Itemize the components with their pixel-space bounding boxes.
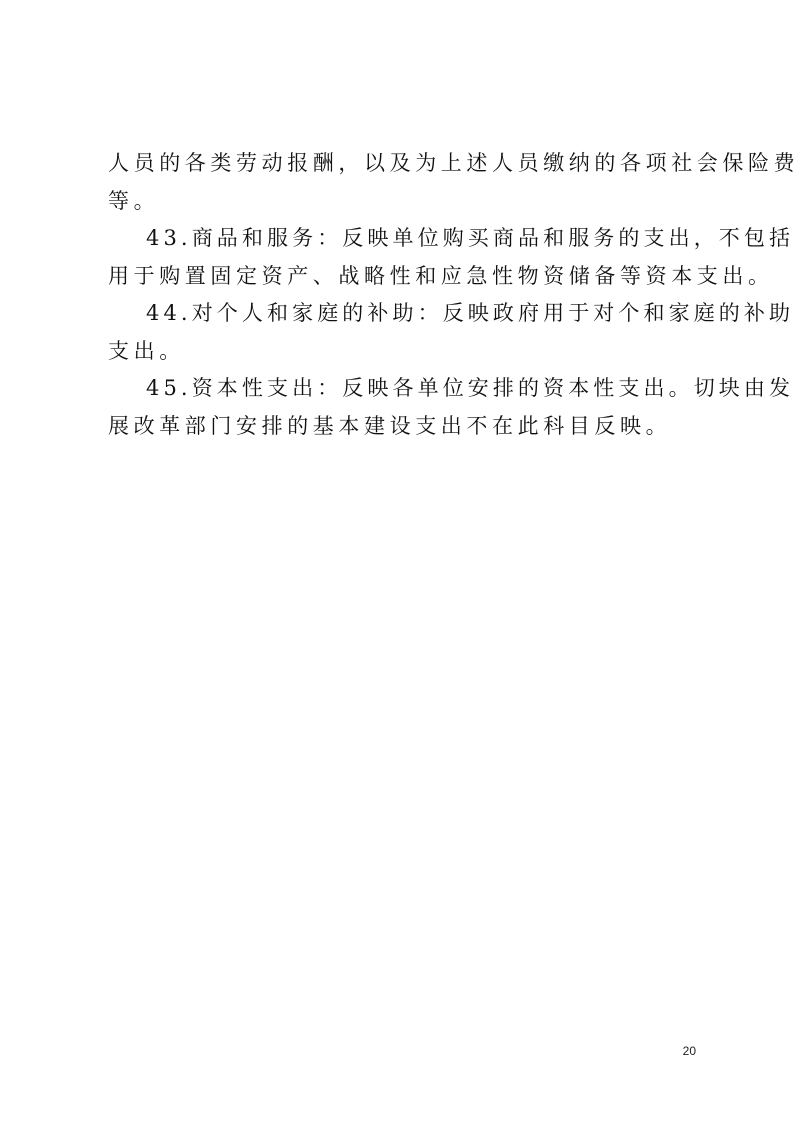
paragraph-45-first-line: 45.资本性支出：反映各单位安排的资本性支出。切块由发: [146, 376, 795, 400]
text-line: 展改革部门安排的基本建设支出不在此科目反映。: [108, 413, 672, 438]
text-line: 人员的各类劳动报酬，以及为上述人员缴纳的各项社会保险费: [108, 151, 799, 175]
paragraph-44-first-line: 44.对个人和家庭的补助：反映政府用于对个和家庭的补助: [146, 301, 795, 325]
text-line: 等。: [108, 188, 160, 213]
text-line: 支出。: [108, 338, 185, 363]
text-line: 用于购置固定资产、战略性和应急性物资储备等资本支出。: [108, 263, 774, 288]
body-text: [108, 145, 799, 445]
page-number: 20: [682, 1044, 696, 1058]
paragraph-43-first-line: 43.商品和服务：反映单位购买商品和服务的支出，不包括: [146, 226, 795, 250]
